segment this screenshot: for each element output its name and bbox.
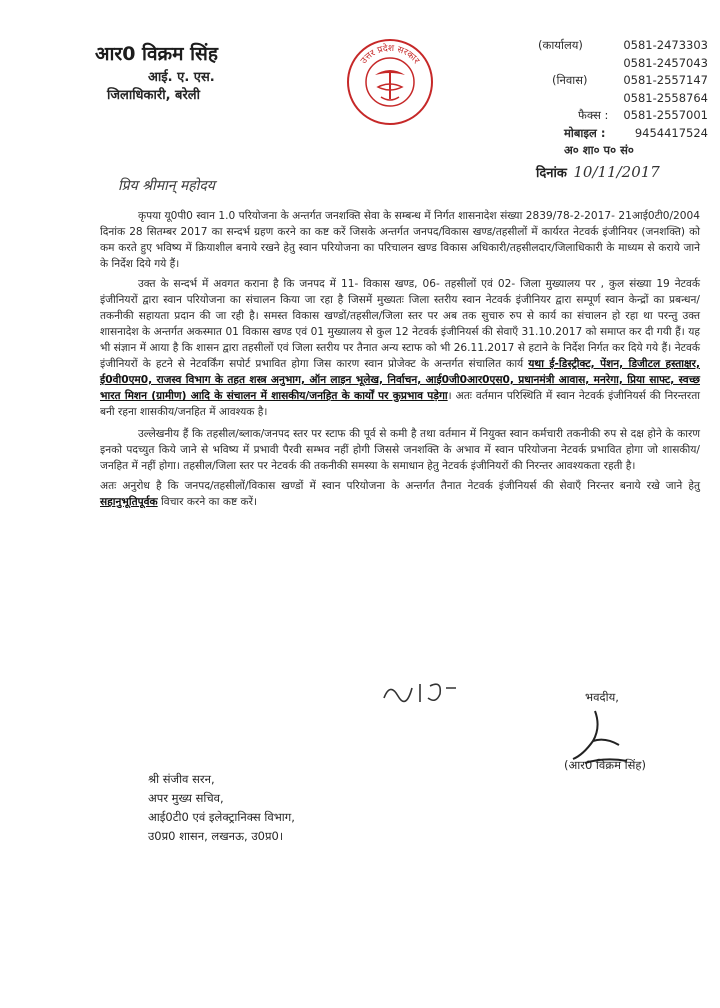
contact-block	[538, 38, 708, 161]
fax-label: फैक्स	[578, 108, 601, 122]
paragraph-2-text-b: । अतः वर्तमान परिस्थिति में स्वान नेटवर्क इंजीनियर्स की निरन्तरता बनी रहना शासकीय/जनहित में आवश्यक है।	[100, 390, 701, 418]
fax-number: 0581-2557001	[623, 108, 708, 122]
addressee-line-2: अपर मुख्य सचिव,	[148, 791, 224, 805]
residence-phone-2: 0581-2558764	[623, 90, 708, 105]
paragraph-2-emphasis: यथा ई-डिस्ट्रीक्ट, पेंशन, डिजीटल हस्ताक्षर, ई0वी0एम0, राजस्व विभाग के तहत शस्त्र अनुभाग, ऑन लाइन भूलेख, निर्वाचन, आई0जी0आर0एस0, प्रधानमंत्री आवास, मनरेगा, प्रिया साफ्ट, स्वच्छ भारत मिशन (ग्रामीण) आदि के संचालन में शासकीय/जनहित के कार्यों पर कुप्रभाव पड़ेगा	[100, 358, 700, 402]
date-row	[536, 163, 660, 181]
reference-label: अ० शा० प० सं०	[564, 143, 634, 157]
office-label: (कार्यालय)	[538, 38, 583, 52]
residence-phone-1: 0581-2557147	[623, 73, 708, 87]
seal-text: उत्तर प्रदेश सरकार	[359, 43, 421, 67]
signatory-name: (आर0 विक्रम सिंह)	[564, 758, 646, 772]
addressee-line-1: श्री संजीव सरन,	[148, 772, 215, 786]
addressee-line-4: उ0प्र0 शासन, लखनऊ, उ0प्र0।	[148, 829, 284, 843]
office-phone-row	[538, 38, 708, 56]
mobile-row: मोबाइल : 9454417524	[538, 126, 708, 144]
seal-emblem-icon	[345, 37, 435, 127]
date-label: दिनांक	[536, 166, 567, 181]
paragraph-4-emphasis: सहानुभूतिपूर्वक	[100, 496, 158, 508]
salutation: प्रिय श्रीमान् महोदय	[118, 178, 215, 194]
officer-name: आर0 विक्रम सिंह	[95, 43, 218, 65]
officer-title: आई. ए. एस.	[148, 70, 215, 85]
up-government-seal	[345, 37, 435, 127]
initials-scribble	[380, 676, 460, 714]
residence-label: (निवास)	[552, 73, 588, 87]
officer-designation: जिलाधिकारी, बरेली	[107, 88, 200, 103]
residence-phone-row	[538, 73, 708, 91]
fax-row: फैक्स : 0581-2557001	[538, 108, 708, 126]
office-phone-1: 0581-2473303	[623, 38, 708, 52]
residence-phone-row-2	[538, 91, 708, 109]
addressee-block	[148, 770, 295, 846]
closing-regards: भवदीय,	[585, 690, 619, 704]
mobile-label: मोबाइल	[564, 125, 597, 140]
paragraph-4	[100, 478, 700, 510]
paragraph-4-text-a: अतः अनुरोध है कि जनपद/तहसीलों/विकास खण्डों में स्वान परियोजना के अन्तर्गत तैनात नेटवर्क इंजीनियर्स की सेवाएँ निरन्तर बनाये रखे जाने हेतु	[100, 480, 700, 492]
paragraph-2	[100, 276, 700, 420]
date-value: 10/11/2017	[573, 163, 660, 181]
paragraph-4-text-b: विचार करने का कष्ट करें।	[157, 496, 257, 508]
reference-row	[538, 143, 708, 161]
paragraph-2-text-a: उक्त के सन्दर्भ में अवगत कराना है कि जनपद में 11- विकास खण्ड, 06- तहसीलों एवं 02- जिला मुख्यालय पर , कुल संख्या 19 नेटवर्क इंजीनियरों द्वारा स्वान परियोजना का संचालन किया जा रहा है जिसमें मुख्यतः जिला स्तरीय स्वान नेटवर्क इंजीनियर द्वारा सम्पूर्ण स्वान केन्द्रों का प्रबन्धन/तकनीकी सहायता प्रदान की जा रही है। समस्त विकास खण्डों/तहसील/जिला स्तर पर अब तक सुचारु रुप से कार्य का संचालन हो रहा था परन्तु उक्त शासनादेश के अन्तर्गत अकस्मात 01 विकास खण्ड एवं 01 मुख्यालय से कुल 12 नेटवर्क इंजीनियर्स की सेवाएँ 31.10.2017 को समाप्त कर दी गयी हैं। यह भी संज्ञान में आया है कि शासन द्वारा तहसीलों एवं जिला स्तरीय पर तैनात अन्य स्टाफ को भी 26.11.2017 से हटाने के निर्देश निर्गत कर दिये गये हैं। नेटवर्क इंजीनियरों के हटने से नेटवर्किंग सपोर्ट प्रभावित होगा जिस कारण स्वान प्रोजेक्ट के अन्तर्गत संचालित कार्य	[100, 278, 700, 370]
paragraph-3: उल्लेखनीय हैं कि तहसील/ब्लाक/जनपद स्तर पर स्टाफ की पूर्व से कमी है तथा वर्तमान में नियुक्त स्वान कर्मचारी तकनीकी रुप से दक्ष होने के कारण इनको पदच्युत किये जाने से भविष्य में प्रभावी पैरवी सम्भव नहीं होगी जिससे जनशक्ति के अभाव में स्वान परियोजना नेटवर्क प्रभावित होगा जो शासकीय/जनहित में नहीं होगा। तहसील/जिला स्तर पर नेटवर्क की तकनीकी समस्या के समाधान हेतु नेटवर्क इंजीनियरों की निरन्तर आवश्यकता रहती है।	[100, 428, 700, 472]
office-phone-row-2	[538, 56, 708, 74]
addressee-line-3: आई0टी0 एवं इलेक्ट्रानिक्स विभाग,	[148, 810, 295, 824]
paragraph-1: कृपया यू0पी0 स्वान 1.0 परियोजना के अन्तर्गत जनशक्ति सेवा के सम्बन्ध में निर्गत शासनादेश संख्या 2839/78-2-2017- 21आई0टी0/2004 दिनांक 28 सितम्बर 2017 का सन्दर्भ ग्रहण करने का कष्ट करें जिसके अन्तर्गत जनपद/विकास खण्ड/तहसीलों में कार्यरत नेटवर्क इंजीनियर (जनशक्ति) को कम करते हुए भविष्य में क्रियाशील बनाये रखने हेतु स्वान परियोजना का परिचालन खण्ड विकास अधिकारी/तहसीलदार/जिलाधिकारी के माध्यम से कराये जाने के निर्देश दिये गये हैं।	[100, 210, 700, 270]
office-phone-2: 0581-2457043	[623, 55, 708, 70]
letter-body	[100, 208, 700, 514]
mobile-number: 9454417524	[634, 125, 708, 140]
